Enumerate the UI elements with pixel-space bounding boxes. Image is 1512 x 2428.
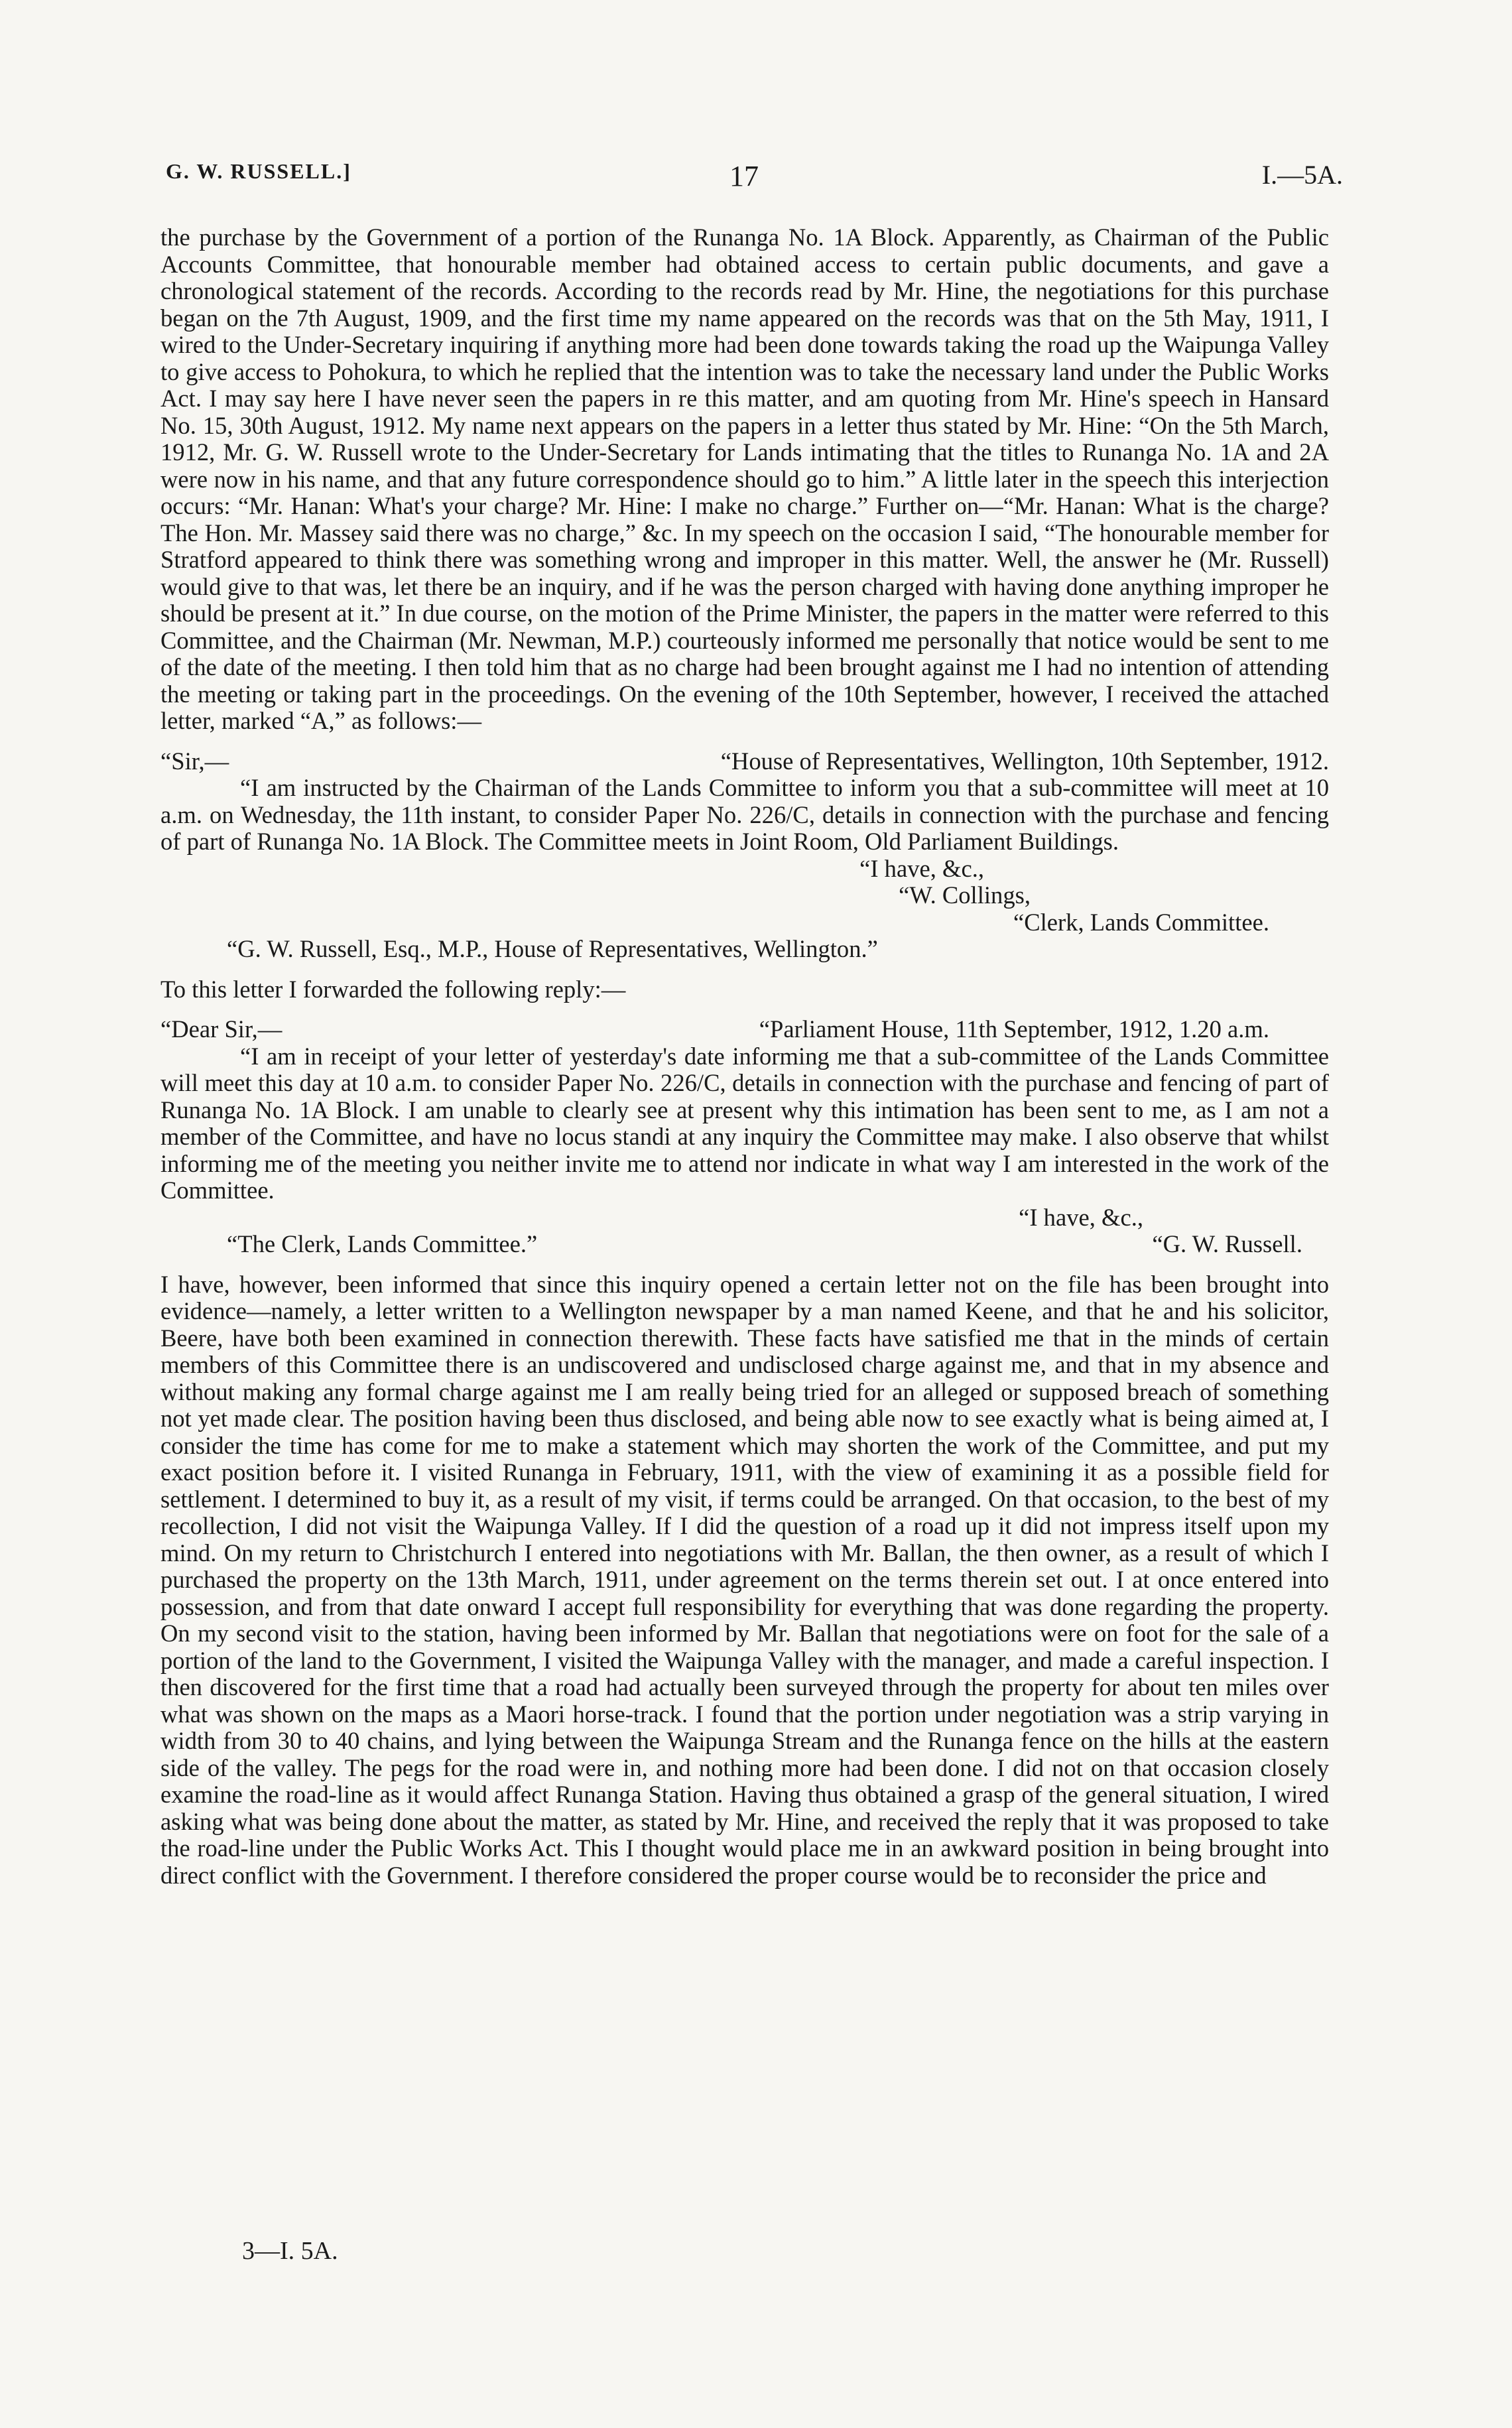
letter1-address: “House of Representatives, Wellington, 10th September, 1912. (720, 747, 1329, 775)
letter2-signer: “G. W. Russell. (1152, 1230, 1302, 1257)
letter2-signoff (160, 1231, 1329, 1258)
page-number: 17 (729, 160, 759, 192)
letter2-salutation: “Dear Sir,— (160, 1015, 283, 1043)
header-author: G. W. RUSSELL.] (166, 159, 351, 183)
reply-intro: To this letter I forwarded the following reply:— (160, 975, 626, 1003)
letter2-recipient: “The Clerk, Lands Committee.” (227, 1230, 538, 1257)
letter2-heading (160, 1016, 1329, 1043)
paragraph-1: the purchase by the Government of a portion of the Runanga No. 1A Block. Apparently, as Chairman of the Public Accounts Committee, that honourable member had obtained access to certain public documents, and gave a chronological statement of the records. According to the records read by Mr. Hine, the negotiations for this purchase began on the 7th August, 1909, and the first time my name appeared on the records was that on the 5th May, 1911, I wired to the Under-Secretary inquiring if anything more had been done towards taking the road up the Waipunga Valley to give access to Pohokura, to which he replied that the intention was to take the necessary land under the Public Works Act. I may say here I have never seen the papers in re this matter, and am quoting from Mr. Hine's speech in Hansard No. 15, 30th August, 1912. My name next appears on the papers in a letter thus stated by Mr. Hine: “On the 5th March, 1912, Mr. G. W. Russell wrote to the Under-Secretary for Lands intimating that the titles to Runanga No. 1A and 2A were now in his name, and that any future correspondence should go to him.” A little later in the speech this interjection occurs: “Mr. Hanan: What's your charge? Mr. Hine: I make no charge.” Further on—“Mr. Hanan: What is the charge? The Hon. Mr. Massey said there was no charge,” &c. In my speech on the occasion I said, “The honourable member for Stratford appeared to think there was something wrong and improper in this matter. Well, the answer he (Mr. Russell) would give to that was, let there be an inquiry, and if he was the person charged with having done anything improper he should be present at it.” In due course, on the motion of the Prime Minister, the papers in the matter were referred to this Committee, and the Chairman (Mr. Newman, M.P.) courteously informed me personally that notice would be sent to me of the date of the meeting. I then told him that as no charge had been brought against me I had no intention of attending the meeting or taking part in the proceedings. On the evening of the 10th September, however, I received the attached letter, marked “A,” as follows:— (160, 224, 1329, 734)
letter1-salutation: “Sir,— (160, 747, 229, 775)
letter1-heading (160, 748, 1329, 775)
letter2-body: “I am in receipt of your letter of yesterday's date informing me that a sub-committee of the Lands Committee will meet this day at 10 a.m. to consider Paper No. 226/C, details in connection with the purchase and fencing of part of Runanga No. 1A Block. I am unable to clearly see at present why this intimation has been sent to me, as I am not a member of the Committee, and have no locus standi at any inquiry the Committee may make. I also observe that whilst informing me of the meeting you neither invite me to attend nor indicate in what way I am interested in the work of the Committee. (160, 1042, 1329, 1204)
letter2-address: “Parliament House, 11th September, 1912, 1.20 a.m. (759, 1015, 1269, 1043)
letter2-closing: “I have, &c., (1019, 1203, 1143, 1231)
footer-signature-mark: 3—I. 5A. (242, 2237, 338, 2265)
letter1-signer: “W. Collings, (899, 881, 1031, 909)
letter1-body: “I am instructed by the Chairman of the Lands Committee to inform you that a sub-committee will meet at 10 a.m. on Wednesday, the 11th instant, to consider Paper No. 226/C, details in connection with the purchase and fencing of part of Runanga No. 1A Block. The Committee meets in Joint Room, Old Parliament Buildings. (160, 774, 1329, 855)
letter1-signer-title: “Clerk, Lands Committee. (1013, 908, 1269, 936)
letter1-recipient: “G. W. Russell, Esq., M.P., House of Representatives, Wellington.” (227, 935, 878, 962)
body-text (160, 224, 1329, 1889)
letter1-closing: “I have, &c., (859, 854, 984, 882)
paragraph-2: I have, however, been informed that since this inquiry opened a certain letter not on the file has been brought into evidence—namely, a letter written to a Wellington newspaper by a man named Keene, and that he and his solicitor, Beere, have both been examined in connection therewith. These facts have satisfied me that in the minds of certain members of this Committee there is an undiscovered and undisclosed charge against me, and that in my absence and without making any formal charge against me I am really being tried for an alleged or supposed breach of something not yet made clear. The position having been thus disclosed, and being able now to see exactly what is being aimed at, I consider the time has come for me to make a statement which may shorten the work of the Committee, and put my exact position before it. I visited Runanga in February, 1911, with the view of examining it as a possible field for settlement. I determined to buy it, as a result of my visit, if terms could be arranged. On that occasion, to the best of my recollection, I did not visit the Waipunga Valley. If I did the question of a road up it did not impress itself upon my mind. On my return to Christchurch I entered into negotiations with Mr. Ballan, the then owner, as a result of which I purchased the property on the 13th March, 1911, under agreement on the terms therein set out. I at once entered into possession, and from that date onward I accept full responsibility for everything that was done regarding the property. On my second visit to the station, having been informed by Mr. Ballan that negotiations were on foot for the sale of a portion of the land to the Government, I visited the Waipunga Valley with the manager, and made a careful inspection. I then discovered for the first time that a road had actually been surveyed through the property for about ten miles over what was shown on the maps as a Maori horse-track. I found that the portion under negotiation was a strip varying in width from 30 to 40 chains, and lying between the Waipunga Stream and the Runanga fence on the hills at the eastern side of the valley. The pegs for the road were in, and nothing more had been done. I did not on that occasion closely examine the road-line as it would affect Runanga Station. Having thus obtained a grasp of the general situation, I wired asking what was being done about the matter, as stated by Mr. Hine, and received the reply that it was proposed to take the road-line under the Public Works Act. This I thought would place me in an awkward position in being brought into direct conflict with the Government. I therefore considered the proper course would be to reconsider the price and (160, 1270, 1329, 1889)
header-paper-ref: I.—5A. (1261, 160, 1343, 190)
